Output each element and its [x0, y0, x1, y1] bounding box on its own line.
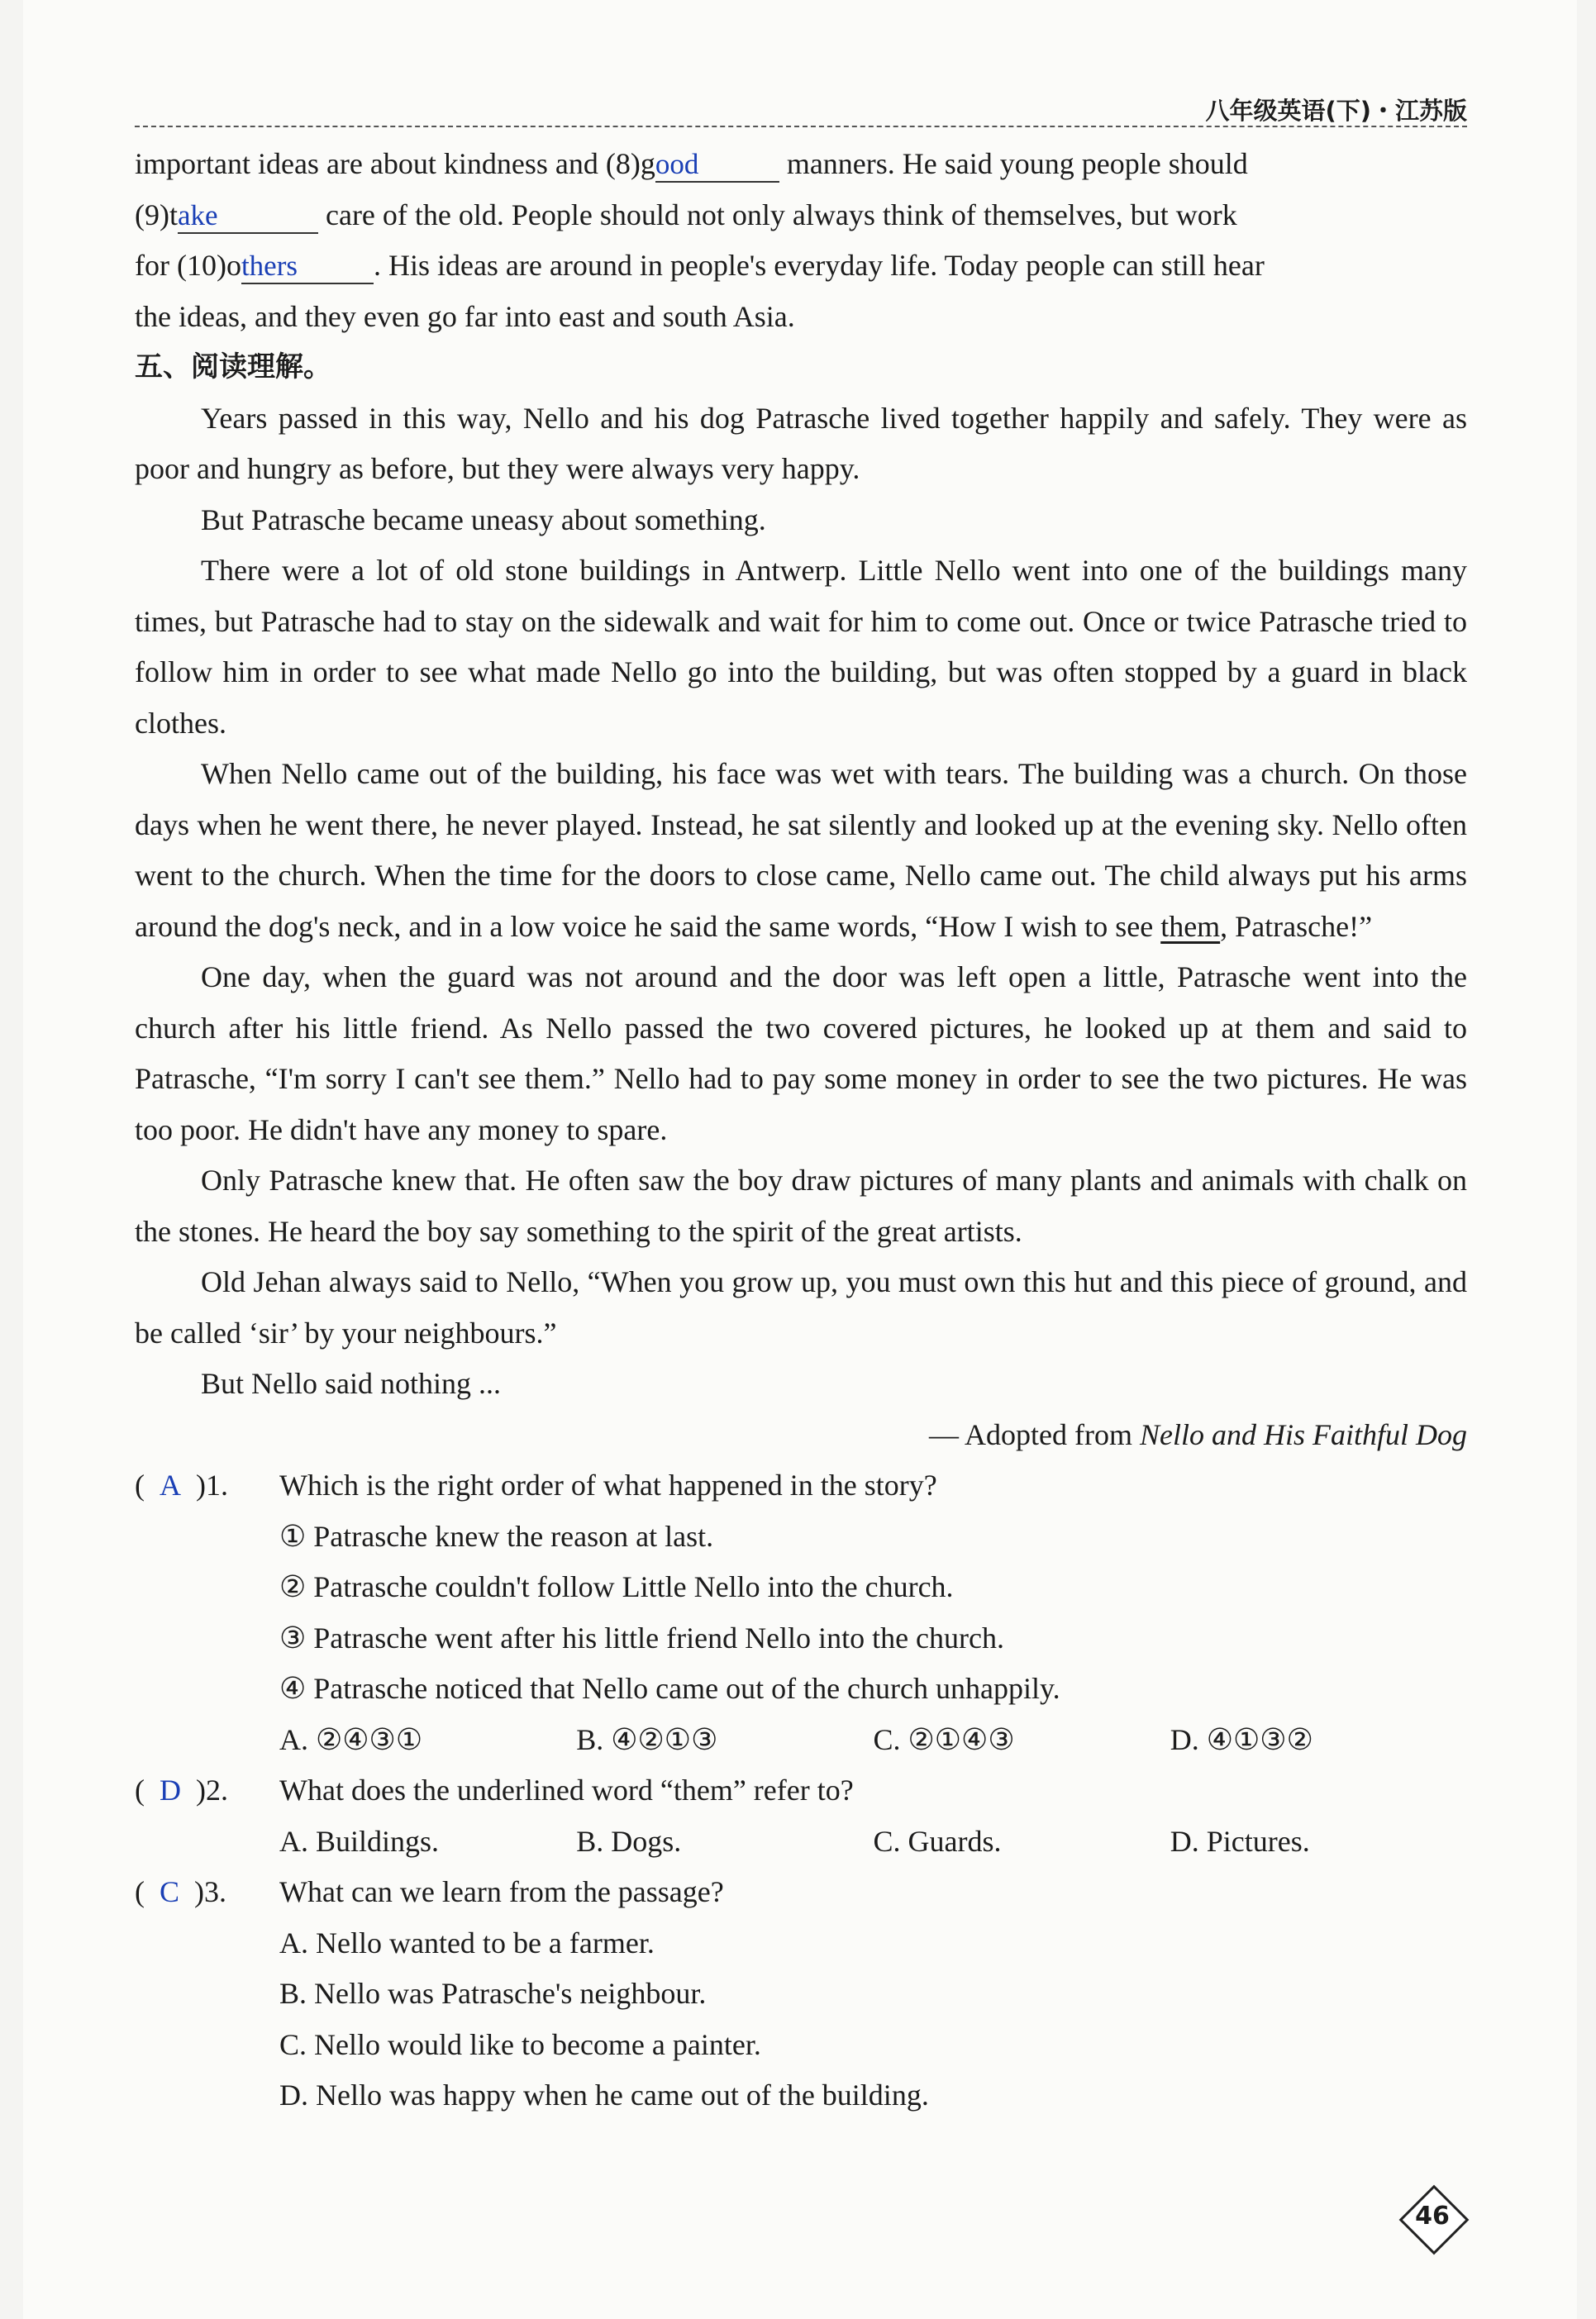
- question-2: [135, 1765, 1467, 1817]
- cloze-line: [135, 190, 1467, 241]
- cloze-line: [135, 139, 1467, 190]
- cloze-text: important ideas are about kindness and (8)g: [135, 147, 655, 180]
- question-number: )1.: [196, 1469, 228, 1502]
- section-title: 五、阅读理解。: [135, 350, 331, 383]
- page: [23, 0, 1577, 2319]
- source-credit: [135, 1410, 1467, 1461]
- answer-mark[interactable]: C: [160, 1875, 180, 1908]
- answer-paren: ( A )1.: [135, 1469, 228, 1502]
- options-row: [135, 1817, 1467, 1868]
- event-item: ② Patrasche couldn't follow Little Nello into the church.: [279, 1570, 954, 1603]
- passage-paragraph: There were a lot of old stone buildings in Antwerp. Little Nello went into one of the buildings many times, but Patrasche had to stay on the sidewalk and wait for him to come out. Once or twice Patrasche tried to follow him in order to see what made Nello go into the building, but was often stopped by a guard in black clothes.: [135, 554, 1467, 740]
- answer-blank-9[interactable]: ake: [178, 199, 318, 234]
- cloze-text: . His ideas are around in people's everyday life. Today people can still hear: [373, 249, 1265, 282]
- passage-paragraph: But Nello said nothing ...: [201, 1367, 501, 1400]
- cloze-line: the ideas, and they even go far into east and south Asia.: [135, 299, 795, 333]
- answer-blank-8[interactable]: ood: [655, 148, 779, 183]
- question-number: )2.: [196, 1774, 228, 1807]
- passage-paragraph: But Patrasche became uneasy about something.: [201, 502, 766, 536]
- answer-paren: ( D )2.: [135, 1774, 228, 1807]
- option[interactable]: D. Nello was happy when he came out of the building.: [279, 2079, 929, 2112]
- passage-paragraph: One day, when the guard was not around and the door was left open a little, Patrasche went into the church after his little friend. As Nello passed the two covered pictures, he looked up at them and said to Patrasche, “I'm sorry I can't see them.” Nello had to pay some money in order to see the two pictures. He was too poor. He didn't have any money to spare.: [135, 960, 1467, 1146]
- answer-mark[interactable]: A: [160, 1469, 181, 1502]
- passage-paragraph: Only Patrasche knew that. He often saw the boy draw pictures of many plants and animals with chalk on the stones. He heard the boy say something to the spirit of the great artists.: [135, 1164, 1467, 1248]
- event-item: ① Patrasche knew the reason at last.: [279, 1519, 714, 1553]
- option[interactable]: C. Nello would like to become a painter.: [279, 2027, 761, 2061]
- option[interactable]: B. Dogs.: [576, 1824, 682, 1858]
- source-title: Nello and His Faithful Dog: [1140, 1417, 1467, 1451]
- cloze-text: manners. He said young people should: [779, 147, 1248, 180]
- answer-paren: ( C )3.: [135, 1875, 227, 1908]
- option[interactable]: D. ④①③②: [1170, 1722, 1313, 1756]
- answer-blank-10[interactable]: thers: [241, 250, 374, 284]
- option[interactable]: A. Nello wanted to be a farmer.: [279, 1926, 655, 1959]
- cloze-text: for (10)o: [135, 249, 241, 282]
- passage-paragraph: [135, 749, 1467, 952]
- passage-text: When Nello came out of the building, his face was wet with tears. The building was a church. On those days when he went there, he never played. Instead, he sat silently and looked up at the evening sky. Nello often went to the church. When the time for the doors to close came, Nello came out. The child always put his arms around the dog's neck, and in a low voice he said the same words, “How I wish to see: [135, 757, 1467, 943]
- question-text: What can we learn from the passage?: [279, 1875, 724, 1908]
- cloze-text: (9)t: [135, 198, 178, 231]
- event-item: ④ Patrasche noticed that Nello came out of the church unhappily.: [279, 1672, 1060, 1705]
- option[interactable]: A. Buildings.: [279, 1824, 440, 1858]
- page-number-badge: [1399, 2185, 1465, 2251]
- options-row: [135, 1715, 1467, 1766]
- question-1: [135, 1460, 1467, 1512]
- question-number: )3.: [194, 1875, 227, 1908]
- option[interactable]: D. Pictures.: [1170, 1824, 1310, 1858]
- question-text: What does the underlined word “them” refer to?: [279, 1774, 854, 1807]
- event-item: ③ Patrasche went after his little friend Nello into the church.: [279, 1621, 1004, 1655]
- passage-text: , Patrasche!”: [1220, 909, 1373, 943]
- cloze-text: care of the old. People should not only always think of themselves, but work: [317, 198, 1237, 231]
- option[interactable]: B. Nello was Patrasche's neighbour.: [279, 1977, 707, 2010]
- source-prefix: — Adopted from: [929, 1417, 1140, 1451]
- header-title: 八年级英语(下)・江苏版: [1205, 97, 1467, 125]
- option[interactable]: B. ④②①③: [576, 1722, 718, 1756]
- cloze-line: [135, 240, 1467, 292]
- passage-paragraph: Old Jehan always said to Nello, “When you grow up, you must own this hut and this piece of ground, and be called ‘sir’ by your neighbours.”: [135, 1265, 1467, 1350]
- content: [135, 139, 1467, 2121]
- question-text: Which is the right order of what happened in the story?: [279, 1469, 937, 1502]
- page-number: 46: [1415, 2202, 1450, 2231]
- header: [135, 93, 1467, 127]
- answer-mark[interactable]: D: [160, 1774, 181, 1807]
- passage-paragraph: Years passed in this way, Nello and his dog Patrasche lived together happily and safely. They were as poor and hungry as before, but they were always very happy.: [135, 401, 1467, 485]
- option[interactable]: A. ②④③①: [279, 1722, 423, 1756]
- option[interactable]: C. Guards.: [873, 1824, 1002, 1858]
- underlined-word: them: [1160, 909, 1221, 943]
- option[interactable]: C. ②①④③: [873, 1722, 1015, 1756]
- question-3: [135, 1867, 1467, 1918]
